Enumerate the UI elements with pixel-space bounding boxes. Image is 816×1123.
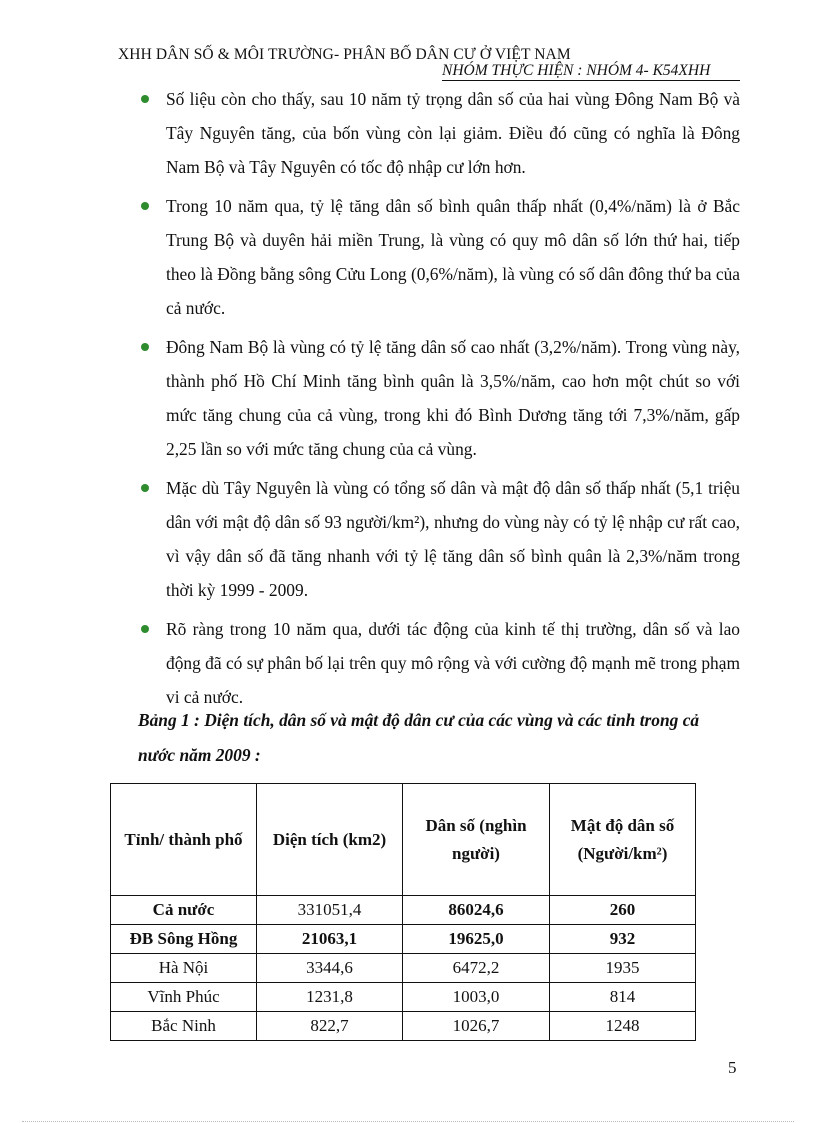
table-caption: Bảng 1 : Diện tích, dân số và mật độ dân cư của các vùng và các tỉnh trong cả nước năm 2009 :	[138, 710, 700, 765]
bullet-icon	[141, 625, 149, 633]
bullet-text: Mặc dù Tây Nguyên là vùng có tổng số dân và mật độ dân số thấp nhất (5,1 triệu dân với mật độ dân số 93 người/km²), nhưng do vùng này có tỷ lệ nhập cư rất cao, vì vậy dân số đã tăng nhanh với tỷ lệ tăng dân số bình quân là 2,3%/năm trong thời kỳ 1999 - 2009.	[166, 478, 740, 600]
header-cell-density: Mật độ dân số (Người/km²)	[550, 784, 696, 896]
table-row	[111, 896, 696, 925]
table-row	[111, 954, 696, 983]
bullet-icon	[141, 343, 149, 351]
table-cell: 19625,0	[403, 925, 550, 954]
page-number: 5	[728, 1058, 737, 1077]
table-cell: 1231,8	[257, 983, 403, 1012]
bullet-icon	[141, 484, 149, 492]
bullet-icon	[141, 95, 149, 103]
bullet-item	[0, 471, 740, 607]
table-cell: Bắc Ninh	[111, 1012, 257, 1041]
header-cell-province: Tỉnh/ thành phố	[111, 784, 257, 896]
page-divider	[22, 1121, 794, 1122]
table-cell: 1248	[550, 1012, 696, 1041]
table-cell: 822,7	[257, 1012, 403, 1041]
table-cell: 86024,6	[403, 896, 550, 925]
table-cell: 1026,7	[403, 1012, 550, 1041]
data-table	[110, 783, 696, 1041]
bullet-item	[0, 189, 740, 325]
header-title: XHH DÂN SỐ & MÔI TRƯỜNG- PHÂN BỐ DÂN CƯ Ở VIỆT NAM	[118, 46, 571, 63]
table-cell: Vĩnh Phúc	[111, 983, 257, 1012]
bullet-item	[0, 82, 740, 184]
bullet-text: Trong 10 năm qua, tỷ lệ tăng dân số bình quân thấp nhất (0,4%/năm) là ở Bắc Trung Bộ và duyên hải miền Trung, là vùng có quy mô dân số lớn thứ hai, tiếp theo là Đồng bằng sông Cửu Long (0,6%/năm), là vùng có số dân đông thứ ba của cả nước.	[166, 196, 740, 318]
bullet-text: Đông Nam Bộ là vùng có tỷ lệ tăng dân số cao nhất (3,2%/năm). Trong vùng này, thành phố Hồ Chí Minh tăng bình quân là 3,5%/năm, cao hơn một chút so với mức tăng chung của cả vùng, trong khi đó Bình Dương tăng tới 7,3%/năm, gấp 2,25 lần so với mức tăng chung của cả vùng.	[166, 337, 740, 459]
table-row	[111, 925, 696, 954]
table-cell: 3344,6	[257, 954, 403, 983]
table-cell: 6472,2	[403, 954, 550, 983]
table-cell: 21063,1	[257, 925, 403, 954]
header-group: NHÓM THỰC HIỆN : NHÓM 4- K54XHH	[442, 62, 740, 81]
table-cell: 331051,4	[257, 896, 403, 925]
bullet-list	[0, 82, 816, 714]
table-cell: 1935	[550, 954, 696, 983]
table-cell: Hà Nội	[111, 954, 257, 983]
table-cell: 260	[550, 896, 696, 925]
bullet-icon	[141, 202, 149, 210]
table-cell: 814	[550, 983, 696, 1012]
table-row	[111, 1012, 696, 1041]
table-cell: 1003,0	[403, 983, 550, 1012]
header-cell-area: Diện tích (km2)	[257, 784, 403, 896]
header-cell-population: Dân số (nghìn người)	[403, 784, 550, 896]
table-cell: 932	[550, 925, 696, 954]
bullet-item	[0, 330, 740, 466]
table-header-row	[111, 784, 696, 896]
bullet-text: Số liệu còn cho thấy, sau 10 năm tỷ trọng dân số của hai vùng Đông Nam Bộ và Tây Nguyên tăng, của bốn vùng còn lại giảm. Điều đó cũng có nghĩa là Đông Nam Bộ và Tây Nguyên có tốc độ nhập cư lớn hơn.	[166, 89, 740, 177]
table-row	[111, 983, 696, 1012]
table-cell: ĐB Sông Hồng	[111, 925, 257, 954]
bullet-text: Rõ ràng trong 10 năm qua, dưới tác động của kinh tế thị trường, dân số và lao động đã có sự phân bố lại trên quy mô rộng và với cường độ mạnh mẽ trong phạm vi cả nước.	[166, 619, 740, 707]
table-cell: Cả nước	[111, 896, 257, 925]
bullet-item	[0, 612, 740, 714]
